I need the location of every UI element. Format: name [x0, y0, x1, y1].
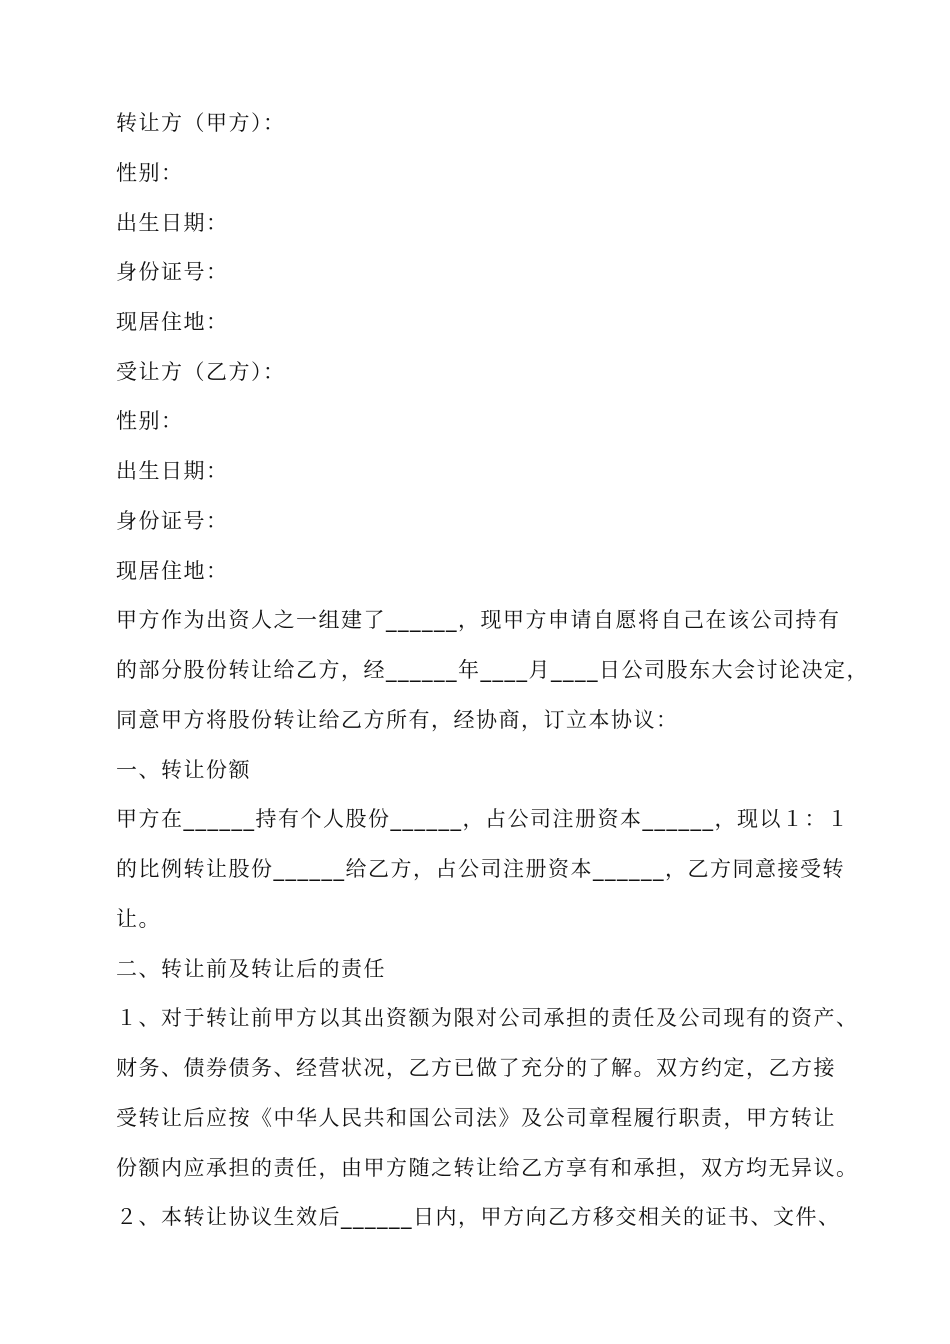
section-1-line-3: 让。: [116, 907, 161, 931]
clause-1-line-4: 份额内应承担的责任，由甲方随之转让给乙方享有和承担，双方均无异议。: [116, 1156, 859, 1180]
preamble-line-3: 同意甲方将股份转让给乙方所有，经协商，订立本协议：: [116, 708, 679, 732]
section-1-heading: 一、转让份额: [116, 758, 251, 782]
transferor-id-label: 身份证号：: [116, 260, 229, 284]
clause-1-line-2: 财务、债券债务、经营状况，乙方已做了充分的了解。双方约定，乙方接: [116, 1056, 836, 1080]
transferee-birthdate-label: 出生日期：: [116, 459, 229, 483]
transferor-birthdate-label: 出生日期：: [116, 211, 229, 235]
transferee-gender-label: 性别：: [116, 409, 184, 433]
transferor-address-label: 现居住地：: [116, 310, 229, 334]
transferee-heading: 受让方（乙方）：: [116, 360, 286, 384]
transferor-gender-label: 性别：: [116, 161, 184, 185]
clause-1-line-3: 受转让后应按《中华人民共和国公司法》及公司章程履行职责，甲方转让: [116, 1106, 836, 1130]
transferee-id-label: 身份证号：: [116, 509, 229, 533]
clause-1-line-1: １、对于转让前甲方以其出资额为限对公司承担的责任及公司现有的资产、: [116, 1006, 859, 1030]
section-1-line-2: 的比例转让股份______给乙方，占公司注册资本______，乙方同意接受转: [116, 857, 845, 881]
preamble-line-1: 甲方作为出资人之一组建了______，现甲方申请自愿将自己在该公司持有: [116, 608, 841, 632]
section-1-line-1: 甲方在______持有个人股份______，占公司注册资本______，现以１：１: [116, 807, 850, 831]
section-2-heading: 二、转让前及转让后的责任: [116, 957, 386, 981]
preamble-line-2: 的部分股份转让给乙方，经______年____月____日公司股东大会讨论决定，: [116, 658, 869, 682]
transferor-heading: 转让方（甲方）：: [116, 111, 286, 135]
transferee-address-label: 现居住地：: [116, 559, 229, 583]
clause-2-line-1: ２、本转让协议生效后______日内，甲方向乙方移交相关的证书、文件、: [116, 1205, 841, 1229]
